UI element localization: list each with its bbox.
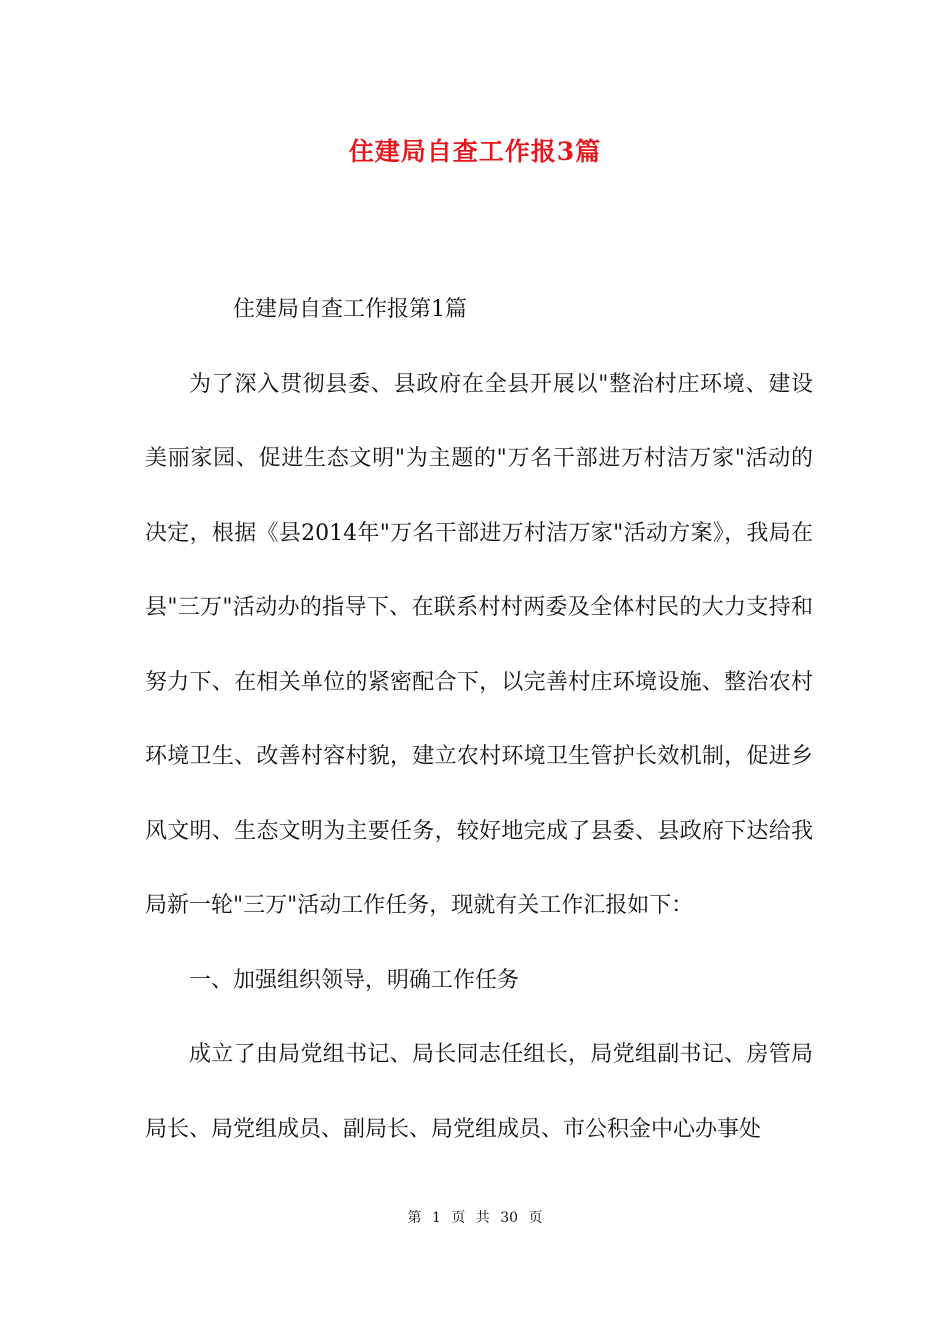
paragraph-organization: 成立了由局党组书记、局长同志任组长，局党组副书记、房管局局长、局党组成员、副局长、局党组成员、市公积金中心办事处 [145, 1042, 813, 1142]
footer-page-label: 页 [451, 1210, 466, 1226]
footer-total-label: 共 [475, 1210, 490, 1226]
footer-suffix: 页 [528, 1210, 543, 1226]
section-heading: 住建局自查工作报第1篇 [233, 297, 467, 322]
page-footer [0, 1208, 950, 1228]
footer-prefix: 第 [407, 1210, 422, 1226]
footer-total-pages: 30 [500, 1210, 519, 1226]
subheading-organization: 一、加强组织领导，明确工作任务 [189, 967, 520, 993]
document-body [145, 273, 813, 1167]
document-title: 住建局自查工作报3篇 [348, 137, 602, 166]
footer-current-page: 1 [431, 1210, 441, 1226]
paragraph-intro: 为了深入贯彻县委、县政府在全县开展以"整治村庄环境、建设美丽家园、促进生态文明"为主题的"万名干部进万村洁万家"活动的决定，根据《县2014年"万名干部进万村洁万家"活动方案》，我局在县"三万"活动办的指导下、在联系村村两委及全体村民的大力支持和努力下、在相关单位的紧密配合下，以完善村庄环境设施、整治农村环境卫生、改善村容村貌，建立农村环境卫生管护长效机制，促进乡风文明、生态文明为主要任务，较好地完成了县委、县政府下达给我局新一轮"三万"活动工作任务，现就有关工作汇报如下： [145, 371, 813, 918]
